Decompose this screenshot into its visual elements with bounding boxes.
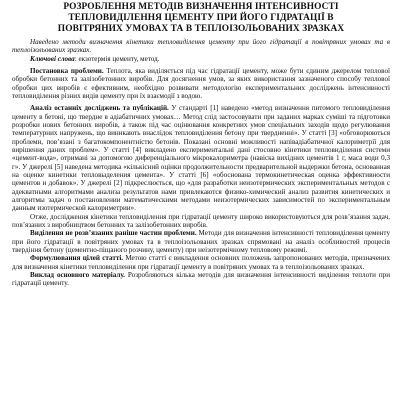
paragraph-lead: Виділення не розв’язаних раніше частин проблеми. [30,229,197,238]
paragraph-conclusion [12,213,390,230]
keywords-label: Ключові слова [30,54,75,63]
title-line-1: РОЗРОБЛЕННЯ МЕТОДІВ ВИЗНАЧЕННЯ ІНТЕНСИВНОСТІ [63,2,339,12]
paragraph-text: Теплота, яка виділяється під час гідратації цементу, може бути єдиним джерелом теплової обробки бетонних та залізобетонних виробів. Для досягнення умов, за яких використання зазначеного способу теплової обробки цих виробів є ефективним, необхідно розвивати методологію експериментальних досліджень інтенсивності тепловиділення різних видів цементу при їх взаємодії з водою. [12,66,390,100]
paragraph-lead: Аналіз останніх досліджень та публікацій. [30,104,169,113]
paragraph-lead: Постановка проблеми. [30,66,104,75]
paragraph-goals [12,254,390,271]
paragraph-main [12,271,390,288]
paragraph-text: У стандарті [1] наведено «метод визначення питомого тепловиділення цементу в бетоні, що твердне в адіабатичних умовах… Метод слід застосовувати при заданих марках суміші та підготовки розробки нових бетонних виробів, а також під час оцінювання конкретних умов спеціальних заходів щодо регулювання температурних напружень, що виникають внаслідок тепловиділення бетону при твердненні». У статті [3] «обговорюються проблеми, пов’язані з багатокомпонентністю бетонів. Показані основні можливості напівадіабатичної калориметрії для вирішення даних проблем». У статті [4] викладено експериментальні дані стосовно кінетики тепловиділення системи «цемент-вода», отримані за допомогою диференціального мікрокалориметра (навіска вихідних цементів 1 г, маса води 0,3 г». У джерелі [5] наведена методика «кількісний оцінки продолжительности предварительной выдержки бетона, основанная на оценке кинетики тепловыделения цемента». У статті [6] «обоснована термокинетическая оценка эффективности цементов и добавок». У джерелі [2] підкреслюється, що «для разработки неизотермических экспериментальных методов с адекватными алгоритмами анализа результатов нами привлекаются физико-химический анализ развития кинетических и алгоритмы задач о постановлении математическими методами неизотермических зависимостей по экспериментальным данным изотермической калориметрии». [12,104,390,213]
paragraph-lead: Формулювання цілей статті. [30,254,124,263]
paragraph-text: Розробляються кілька методів для визначення інтенсивності виділення теплоти при гідратації цементу. [12,271,390,288]
paragraph-text: Метою статті є викладення основних положень запропонованих методів, призначених для визначення кінетики тепловиділення при гідратації цементу в повітряних умовах та в теплоізольованих зразках. [12,254,390,271]
paper-page [12,2,390,288]
paragraph-unsolved [12,229,390,254]
title-line-3: ПОВІТРЯНИХ УМОВАХ ТА В ТЕПЛОІЗОЛЬОВАНИХ ЗРАЗКАХ [57,24,345,34]
keywords-text: : екзотермія цементу, метод. [74,54,160,63]
paragraph-text: Методи для визначення інтенсивності тепловиділення цементу при його гідратації в повітряних умовах та в теплоізольованих зразках спрямовані на аналіз особливостей процесів твердіння бетону (цементно-піщаного розчину, цементу) при неізотермічному тепловому режимі. [12,229,390,255]
paragraph-analysis [12,104,390,212]
title-line-2: ТЕПЛОВИДІЛЕННЯ ЦЕМЕНТУ ПРИ ЙОГО ГІДРАТАЦІЇ В [68,13,334,23]
paragraph-text: Отже, дослідження кінетики тепловиділення при гідратації цементу широко використовуються для розв’язання задач, пов’язаних з виробництвом бетонних та залізобетонних виробів. [12,212,390,230]
paper-title [12,2,390,35]
paragraph-lead: Виклад основного матеріалу. [30,271,125,280]
paragraph-problem [12,67,390,100]
keywords [30,55,390,63]
abstract: Наведено методи визначення кінетики тепловиділення цементу при його гідратації в повітряних умовах та в теплоізольованих зразках. [12,38,390,55]
